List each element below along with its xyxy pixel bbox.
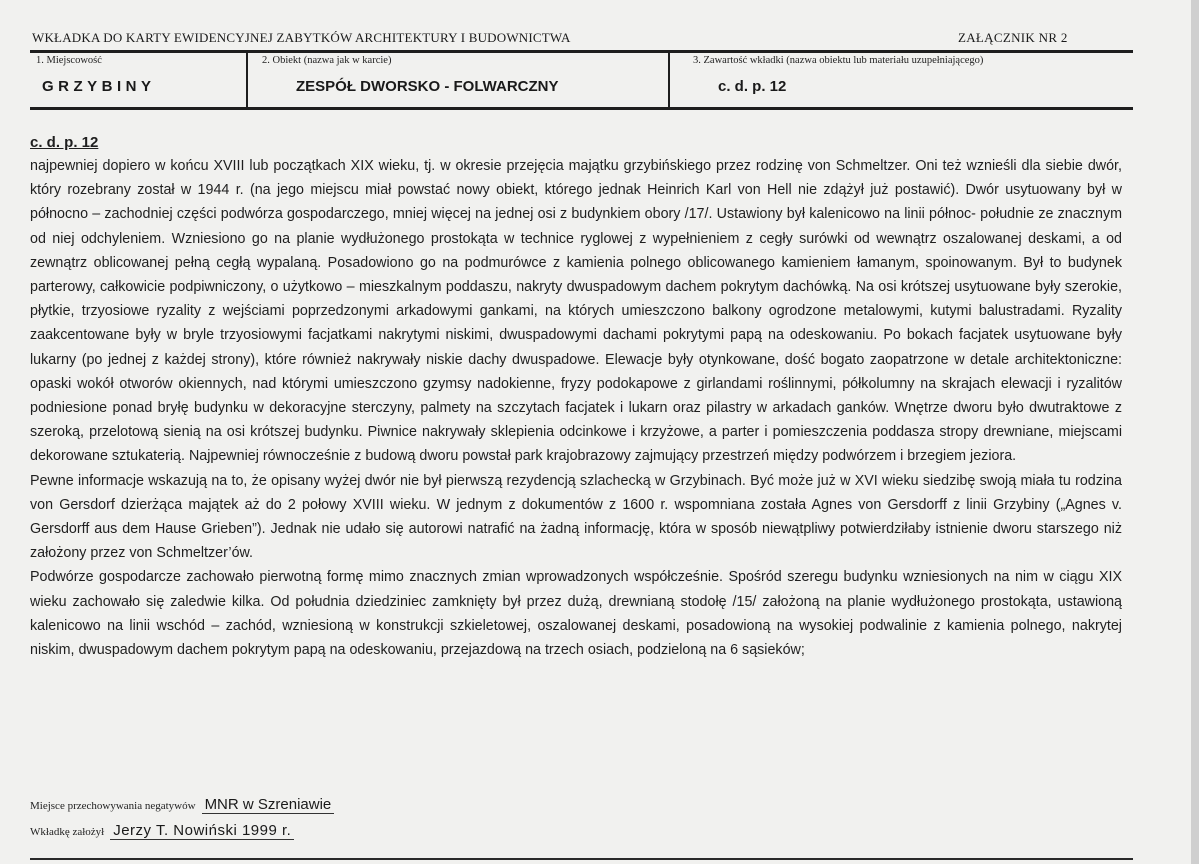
object-value: ZESPÓŁ DWORSKO - FOLWARCZNY: [296, 78, 559, 95]
author-value: Jerzy T. Nowiński 1999 r.: [110, 822, 294, 840]
body-text: [30, 132, 1122, 662]
content-value: c. d. p. 12: [718, 78, 787, 95]
field-divider: [668, 52, 670, 108]
document-title: WKŁADKA DO KARTY EWIDENCYJNEJ ZABYTKÓW ARCHITEKTURY I BUDOWNICTWA: [32, 30, 571, 45]
place-caption: 1. Miejscowość: [36, 55, 102, 66]
bottom-rule: [30, 858, 1133, 860]
insert-author: [30, 822, 294, 839]
storage-value: MNR w Szreniawie: [202, 796, 335, 814]
place-value: GRZYBINY: [42, 78, 156, 95]
field-divider: [246, 52, 248, 108]
content-caption: 3. Zawartość wkładki (nazwa obiektu lub materiału uzupełniającego): [693, 55, 984, 66]
scan-edge: [1191, 0, 1199, 864]
paragraph-manor: najpewniej dopiero w końcu XVIII lub początkach XIX wieku, tj. w okresie przejęcia majątku grzybińskiego przez rodzinę von Schmeltzer. Oni też wznieśli dla siebie dwór, który rozebrany został w 1944 r. (na jego miejscu miał powstać nowy obiekt, którego jednak Heinrich Karl von Hell nie zdążył już postawić). Dwór usytuowany był w północno – zachodniej części podwórza gospodarczego, mniej więcej na jednej osi z budynkiem obory /17/. Ustawiony był kalenicowo na linii północ- południe ze znacznym od niej odchyleniem. Wzniesiono go na planie wydłużonego prostokąta w technice ryglowej z wypełnieniem z cegły surówki od wewnątrz oszalowanej deskami, a od zewnątrz oblicowanej pełną cegłą wypalaną. Posadowiono go na podmurówce z kamienia polnego oblicowanego kamieniem łamanym, spoinowanym. Był to budynek parterowy, całkowicie podpiwniczony, o użytkowo – mieszkalnym poddaszu, nakryty dwuspadowym dachem pokrytym dachówką. Na osi krótszej usytuowane były szerokie, płytkie, trzyosiowe ryzality z wejściami poprzedzonymi arkadowymi gankami, na których umieszczono balkony ogrodzone metalowymi, kutymi balustradami. Ryzality zaakcentowane były w bryle trzyosiowymi facjatkami nakrytymi niskimi, dwuspadowymi dachami pokrytymi papą na odeskowaniu. Po bokach facjatek usytuowane były lukarny (po jednej z każdej strony), które również nakrywały niskie dachy dwuspadowe. Elewacje były otynkowane, dość bogato zaopatrzone w detale architektoniczne: opaski wokół otworów okiennych, nad którymi umieszczono gzymsy nadokienne, fryzy podokapowe z girlandami roślinnymi, półkolumny na skrajach elewacji i ryzalitów podniesione ponad bryłę budynku w dekoracyjne sterczyny, palmety na szczytach facjatek i lukarn oraz pilastry w arkadach ganków. Wnętrze dworu było dwutraktowe z szeroką, przelotową sienią na osi krótszej budynku. Piwnice nakrywały sklepienia odcinkowe i krzyżowe, a parter i pomieszczenia poddasza stropy drewniane, miejscami dekorowane sztukaterią. Najpewniej równocześnie z budową dworu powstał park krajobrazowy zajmujący przestrzeń między podwórzem i brzegiem jeziora.: [30, 158, 1122, 465]
top-rule: [30, 50, 1133, 53]
annex-number: ZAŁĄCZNIK NR 2: [958, 30, 1068, 45]
paragraph-earlier-residence: Pewne informacje wskazują na to, że opisany wyżej dwór nie był pierwszą rezydencją szlachecką w Grzybinach. Być może już w XVI wieku siedzibę swoją miała tu rodzina von Gersdorf dzierżąca majątek aż do 2 połowy XVIII wieku. W jednym z dokumentów z 1600 r. wspomniana została Agnes von Gersdorff z linii Grzybiny („Agnes v. Gersdorff aus dem Hause Grieben”). Jednak nie udało się autorowi natrafić na żadną informację, która w sposób niewątpliwy potwierdziłaby istnienie dworu starszego niż założony przez von Schmeltzer’ów.: [30, 472, 1122, 562]
storage-label: Miejsce przechowywania negatywów: [30, 800, 196, 812]
negatives-storage: [30, 796, 334, 813]
object-caption: 2. Obiekt (nazwa jak w karcie): [262, 55, 392, 66]
author-label: Wkładkę założył: [30, 826, 105, 838]
paragraph-farmyard: Podwórze gospodarcze zachowało pierwotną formę mimo znacznych zmian wprowadzonych współcześnie. Spośród szeregu budynku wzniesionych na nim w ciągu XIX wieku zachowało się zaledwie kilka. Od południa dziedziniec zamknięty był przez dużą, drewnianą stodołę /15/ założoną na planie wydłużonego prostokąta, ustawioną kalenicowo na linii wschód – zachód, wzniesioną w konstrukcji szkieletowej, oszalowanej deskami, posadowioną na wysokiej podwalinie z kamienia polnego, nakrytej niskim, dwuspadowym dachem pokrytym papą na odeskowaniu, przejazdową na trzech osiach, podzieloną na 6 sąsieków;: [30, 569, 1122, 659]
continuation-label: c. d. p. 12: [30, 134, 99, 151]
header-rule: [30, 107, 1133, 110]
